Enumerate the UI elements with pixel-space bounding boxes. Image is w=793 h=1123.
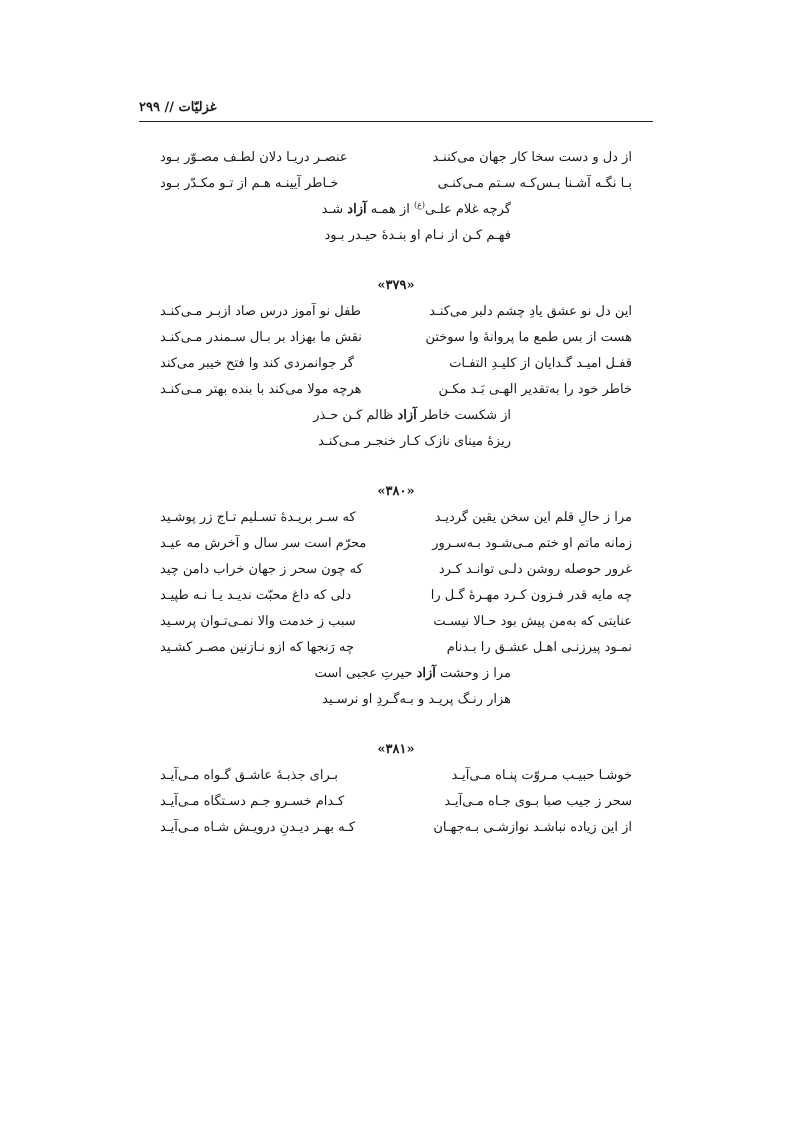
closing-fragment: از شکست خاطر	[416, 408, 511, 423]
closing-text	[281, 403, 511, 429]
ghazal	[160, 455, 632, 713]
bayt	[160, 299, 632, 325]
misra-second: که سـر بریـدهٔ تسـلیم تـاج زر پوشـید	[160, 510, 356, 525]
misra-first: مرا ز حالِ قلم این سخن یقین گردیـد	[434, 510, 632, 525]
closing-line	[160, 687, 632, 713]
closing-text	[281, 661, 511, 687]
closing-fragment: حیرتِ عجبی است	[314, 666, 417, 681]
bayt	[160, 531, 632, 557]
misra-first: عنایتی که به‌من پیش بود حـالا نیسـت	[433, 614, 632, 629]
misra-first: این دل نو عشق یادِ چشم دلبر می‌کنـد	[429, 304, 632, 319]
poet-name: آزاد	[416, 666, 436, 681]
ghazal-number: «۳۸۰»	[377, 484, 415, 499]
misra-second: خـاطر آیینـه هـم از تـو مکـدّر بـود	[160, 176, 339, 191]
closing-fragment: ظالم کـن حـذر	[313, 408, 398, 423]
misra-second: کـه بهـر دیـدنِ درویـش شـاه مـی‌آیـد	[160, 820, 356, 835]
misra-first: سحر ز جیب صبا بـوی جـاه مـی‌آیـد	[444, 794, 632, 809]
misra-first: خوشـا حبیـب مـروّت پنـاه مـی‌آیـد	[451, 768, 632, 783]
section-gap	[160, 249, 632, 273]
closing-fragment: از همـه	[366, 202, 415, 217]
closing-line	[160, 223, 632, 249]
ghazal	[160, 249, 632, 455]
misra-first: قفـل امیـد گـدایان از کلیـدِ التفـات	[449, 356, 632, 371]
running-header: غزلیّات // ۲۹۹	[139, 100, 217, 115]
bayt	[160, 789, 632, 815]
misra-first: چه مایه قدر فـزون کـرد مهـرهٔ گـل را	[430, 588, 632, 603]
page-header	[139, 100, 653, 115]
misra-second: هرچه مولا می‌کند با بنده بهتر مـی‌کنـد	[160, 382, 362, 397]
bayt	[160, 325, 632, 351]
poet-name: آزاد	[347, 202, 367, 217]
closing-text	[281, 429, 511, 455]
misra-second: چه رَنجها که ازو نـازنین مصـر کشـید	[160, 640, 355, 655]
misra-first: از دل و دست سخا کار جهان می‌کننـد	[432, 150, 632, 165]
misra-second: دلی که داغ محبّت ندیـد یـا نـه طپیـد	[160, 588, 352, 603]
closing-fragment: ریزهٔ مینای نازک کـار خنجـر مـی‌کنـد	[318, 434, 511, 449]
closing-fragment: مرا ز وحشت	[435, 666, 511, 681]
misra-first: از این زیاده نباشـد نوازشـی بـه‌جهـان	[433, 820, 632, 835]
closing-line	[160, 661, 632, 687]
misra-second: محرّم است سر سال و آخرش مه عیـد	[160, 536, 367, 551]
closing-line	[160, 429, 632, 455]
closing-fragment: هزار رنـگ پریـد و بـه‌گـردِ او نرسـید	[322, 692, 511, 707]
honorific-mark: (ع)	[414, 200, 426, 210]
misra-first: خاطر خود را به‌تقدیر الهـی بَـد مکـن	[438, 382, 632, 397]
bayt	[160, 505, 632, 531]
misra-second: عنصـر دریـا دلان لطـف مصـوّر بـود	[160, 150, 348, 165]
bayt	[160, 557, 632, 583]
misra-first: زمانه ماتم او ختم مـی‌شـود بـه‌سـرور	[432, 536, 632, 551]
header-rule	[139, 121, 653, 122]
misra-second: طفل نو آموز درس صاد ازبـر مـی‌کنـد	[160, 304, 362, 319]
misra-first: نمـود پیرزنـی اهـل عشـق را بـدنام	[446, 640, 632, 655]
bayt	[160, 635, 632, 661]
closing-fragment: فهـم کـن از نـام او بنـدهٔ حیـدر بـود	[324, 228, 511, 243]
bayt	[160, 171, 632, 197]
misra-second: نقش ما بهزاد بر بـال سـمندر مـی‌کنـد	[160, 330, 362, 345]
bayt	[160, 583, 632, 609]
misra-second: بـرای جذبـهٔ عاشـق گـواه مـی‌آیـد	[160, 768, 339, 783]
poet-name: آزاد	[397, 408, 417, 423]
misra-second: کـدام خسـرو جـم دسـتگاه مـی‌آیـد	[160, 794, 345, 809]
ghazal-number: «۳۸۱»	[377, 742, 415, 757]
misra-second: گر جوانمردی کند وا فتح خیبر می‌کند	[160, 356, 354, 371]
bayt	[160, 377, 632, 403]
closing-text	[281, 687, 511, 713]
misra-second: که چون سحر ز جهان خراب دامن چید	[160, 562, 363, 577]
misra-first: بـا نگـه آشـنا بـس‌کـه سـتم مـی‌کنـی	[437, 176, 632, 191]
closing-fragment: شـد	[321, 202, 348, 217]
section-gap	[160, 713, 632, 737]
bayt	[160, 815, 632, 841]
closing-line	[160, 197, 632, 223]
bayt	[160, 145, 632, 171]
ghazal-number: «۳۷۹»	[377, 278, 415, 293]
misra-second: سبب ز خدمت والا نمـی‌تـوان پرسـید	[160, 614, 356, 629]
ghazal	[160, 713, 632, 841]
misra-first: هست از بس طمع ما پروانهٔ وا سوختن	[425, 330, 632, 345]
bayt	[160, 609, 632, 635]
misra-first: غرور حوصله روشن دلـی توانـد کـرد	[438, 562, 632, 577]
closing-text	[281, 197, 511, 223]
closing-fragment: گرچه غلام علـی	[425, 202, 511, 217]
bayt	[160, 351, 632, 377]
closing-line	[160, 403, 632, 429]
bayt	[160, 763, 632, 789]
section-gap	[160, 455, 632, 479]
closing-text	[281, 223, 511, 249]
poem-content	[160, 145, 632, 841]
ghazal	[160, 145, 632, 249]
